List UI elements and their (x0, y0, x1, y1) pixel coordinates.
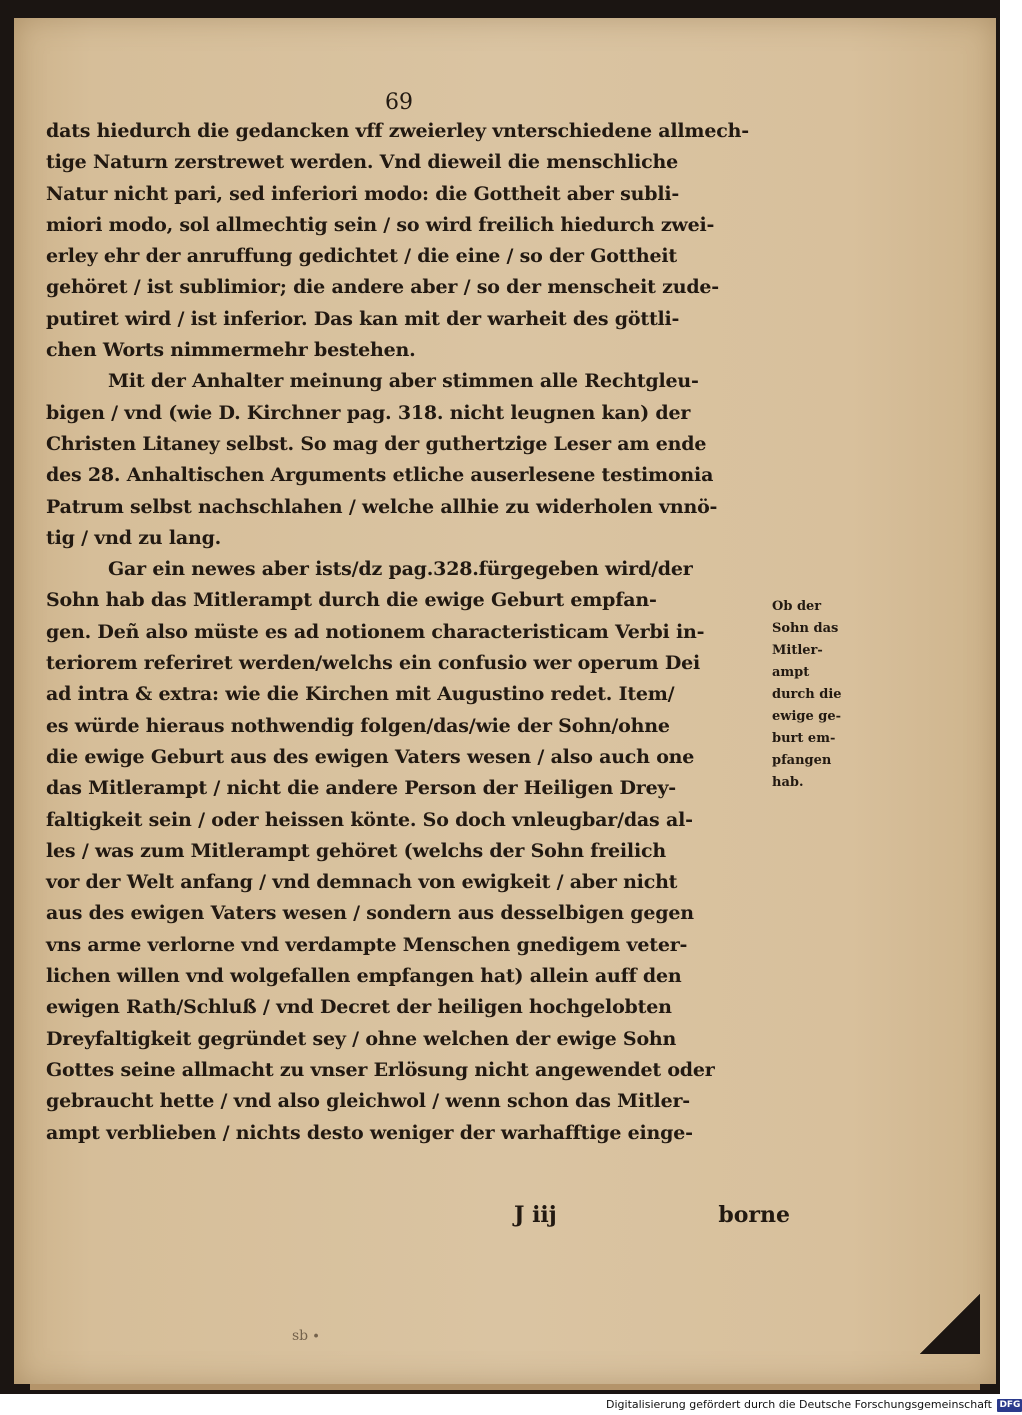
text-line: ad intra & extra: wie die Kirchen mit Augustino redet. Item/ (46, 683, 675, 706)
text-line: bigen / vnd (wie D. Kirchner pag. 318. nicht leugnen kan) der (46, 401, 691, 424)
book-page (14, 18, 996, 1384)
margin-note-line: pfangen (772, 753, 832, 768)
text-line: Mit der Anhalter meinung aber stimmen alle Rechtgleu- (108, 370, 699, 393)
footer-credit (606, 1395, 1022, 1415)
text-line: es würde hieraus nothwendig folgen/das/wie der Sohn/ohne (46, 714, 670, 737)
text-line: Sohn hab das Mitlerampt durch die ewige Geburt empfan- (46, 589, 657, 612)
text-line: gen. Deñ also müste es ad notionem characteristicam Verbi in- (46, 620, 705, 643)
text-line: erley ehr der anruffung gedichtet / die eine / so der Gottheit (46, 245, 677, 268)
text-line: Gottes seine allmacht zu vnser Erlösung nicht angewendet oder (46, 1058, 715, 1081)
text-line: Dreyfaltigkeit gegründet sey / ohne welchen der ewige Sohn (46, 1027, 677, 1050)
text-line: gebraucht hette / vnd also gleichwol / wenn schon das Mitler- (46, 1090, 690, 1113)
signature-mark: J iij (514, 1202, 557, 1228)
text-line: tig / vnd zu lang. (46, 526, 222, 549)
margin-note-line: hab. (772, 775, 804, 790)
margin-note-line: ampt (772, 665, 810, 680)
catchword: borne (718, 1202, 790, 1228)
text-line: chen Worts nimmermehr bestehen. (46, 339, 416, 362)
text-line: dats hiedurch die gedancken vff zweierley vnterschiedene allmech- (46, 120, 749, 142)
dfg-logo: DFG (999, 1399, 1021, 1410)
ink-stain-mark: sb ∙ (292, 1328, 320, 1344)
text-line: Natur nicht pari, sed inferiori modo: die Gottheit aber subli- (46, 182, 680, 205)
text-line: tige Naturn zerstrewet werden. Vnd dieweil die menschliche (46, 151, 678, 174)
body-text (46, 116, 788, 1149)
text-line: aus des ewigen Vaters wesen / sondern aus desselbigen gegen (46, 902, 694, 925)
text-line: Christen Litaney selbst. So mag der guthertzige Leser am ende (46, 432, 707, 455)
text-line: ewigen Rath/Schluß / vnd Decret der heiligen hochgelobten (46, 996, 672, 1019)
text-line: miori modo, sol allmechtig sein / so wird freilich hiedurch zwei- (46, 213, 715, 236)
text-line: vor der Welt anfang / vnd demnach von ewigkeit / aber nicht (46, 871, 678, 894)
footer-credit-text: Digitalisierung gefördert durch die Deutsche Forschungsgemeinschaft (606, 1398, 992, 1411)
text-line: ampt verblieben / nichts desto weniger der warhafftige einge- (46, 1121, 693, 1144)
margin-note-line: Mitler- (772, 643, 823, 658)
folded-page-corner (920, 1294, 980, 1354)
text-line: Patrum selbst nachschlahen / welche allhie zu widerholen vnnö- (46, 495, 718, 518)
text-line: teriorem referiret werden/welchs ein confusio wer operum Dei (46, 652, 701, 675)
text-line: des 28. Anhaltischen Arguments etliche auserlesene testimonia (46, 464, 714, 487)
text-line: putiret wird / ist inferior. Das kan mit der warheit des göttli- (46, 307, 680, 330)
margin-note-line: durch die (772, 687, 842, 702)
page-number: 69 (385, 90, 413, 115)
text-line: faltigkeit sein / oder heissen könte. So doch vnleugbar/das al- (46, 808, 693, 831)
text-line: les / was zum Mitlerampt gehöret (welchs der Sohn freilich (46, 839, 666, 862)
text-line: gehöret / ist sublimior; die andere aber / so der menscheit zude- (46, 276, 719, 299)
text-line: das Mitlerampt / nicht die andere Person der Heiligen Drey- (46, 777, 676, 800)
margin-note-line: Sohn das (772, 621, 839, 636)
text-line: Gar ein newes aber ists/dz pag.328.fürgegeben wird/der (108, 558, 693, 581)
text-line: lichen willen vnd wolgefallen empfangen hat) allein auff den (46, 965, 682, 988)
signature-line (514, 1202, 790, 1236)
margin-note-line: burt em- (772, 731, 836, 746)
margin-note (772, 596, 868, 794)
text-line: vns arme verlorne vnd verdampte Menschen gnedigem veter- (46, 933, 688, 956)
text-line: die ewige Geburt aus des ewigen Vaters wesen / also auch one (46, 745, 695, 768)
margin-note-line: Ob der (772, 599, 822, 614)
margin-note-line: ewige ge- (772, 709, 842, 724)
